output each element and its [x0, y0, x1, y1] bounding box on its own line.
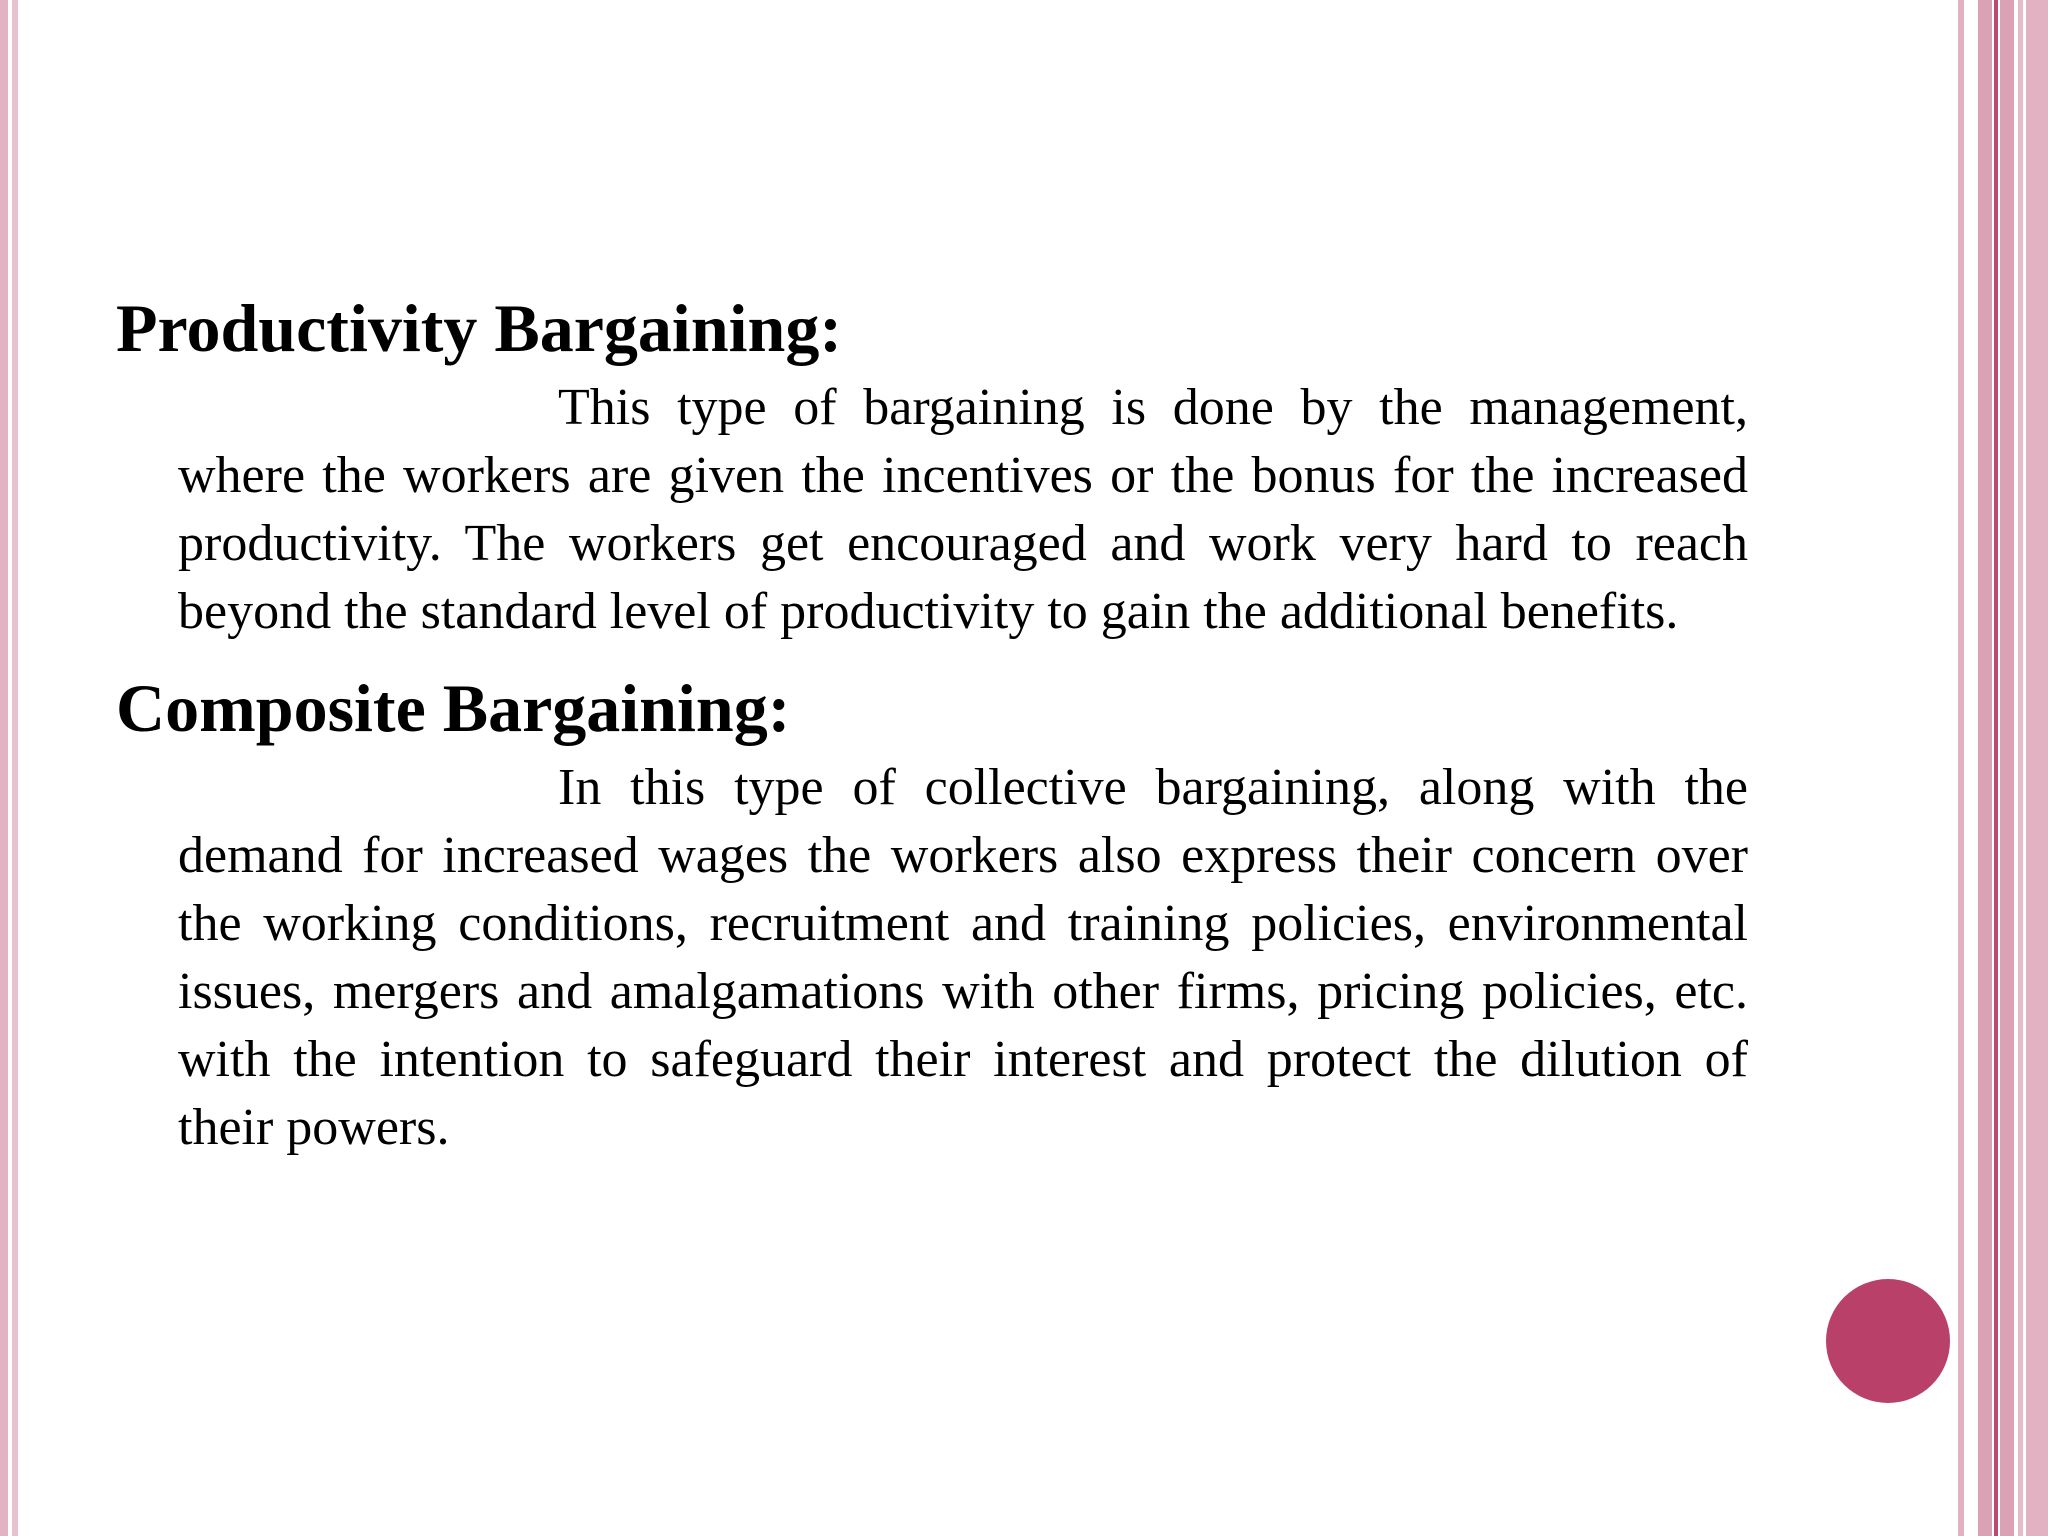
right-border-stripe [2000, 0, 2014, 1536]
left-border-stripe-inner [12, 0, 18, 1536]
section-body-productivity: This type of bargaining is done by the management, where the workers are given the incentives or the bonus for the increased productivity. The workers get encouraged and work very hard to reach beyond the standard level of productivity to gain the additional benefits. [178, 379, 1748, 640]
right-border-stripe [2018, 0, 2023, 1536]
left-border-stripe [0, 0, 8, 1536]
accent-circle [1826, 1279, 1950, 1403]
right-border-stripe [1978, 0, 1992, 1536]
right-border-stripe [2026, 0, 2048, 1536]
slide-content [116, 288, 1748, 1162]
right-border-stripe [1994, 0, 1998, 1536]
section-heading-composite: Composite Bargaining: [116, 670, 791, 746]
right-border-stripe [1958, 0, 1964, 1536]
section-body-composite: In this type of collective bargaining, along with the demand for increased wages the workers also express their concern over the working conditions, recruitment and training policies, environmental issues, mergers and amalgamations with other firms, pricing policies, etc. with the intention to safeguard their interest and protect the dilution of their powers. [178, 759, 1748, 1156]
section-heading-productivity: Productivity Bargaining: [116, 290, 842, 366]
